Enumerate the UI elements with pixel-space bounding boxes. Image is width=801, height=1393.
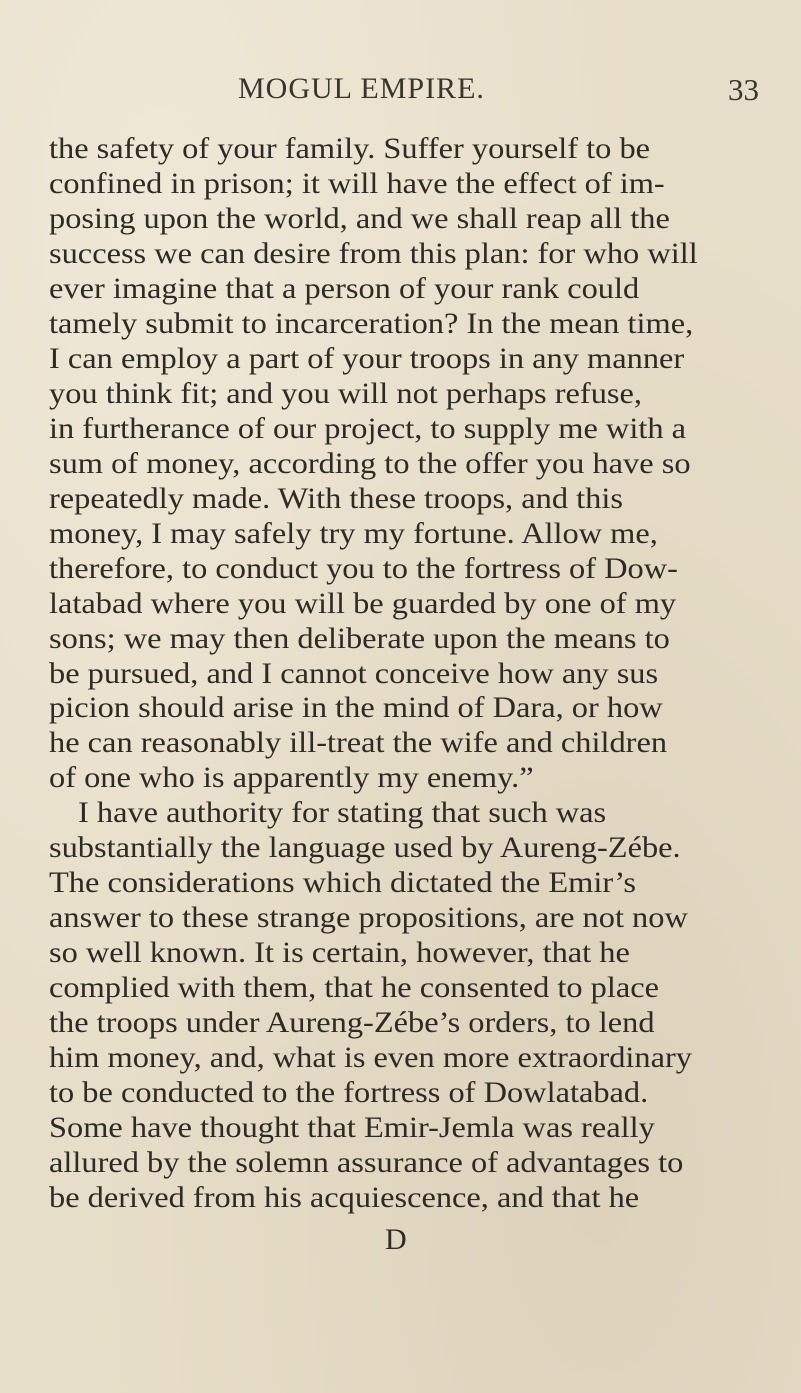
text-line: so well known. It is certain, however, that he xyxy=(49,936,630,970)
text-line: sum of money, according to the offer you have so xyxy=(49,446,691,480)
text-line: I can employ a part of your troops in any manner xyxy=(49,341,685,375)
page-number: 33 xyxy=(728,72,759,107)
text-line: repeatedly made. With these troops, and this xyxy=(49,481,623,515)
text-line: posing upon the world, and we shall reap all the xyxy=(49,201,670,235)
text-line: be derived from his acquiescence, and that he xyxy=(49,1181,640,1215)
text-line: in furtherance of our project, to supply me with a xyxy=(49,411,687,445)
text-line: he can reasonably ill-treat the wife and children xyxy=(49,726,668,760)
text-line: ever imagine that a person of your rank could xyxy=(49,271,640,305)
text-line: therefore, to conduct you to the fortress of Dow- xyxy=(49,551,678,585)
signature-mark: D xyxy=(385,1223,407,1256)
text-line: you think fit; and you will not perhaps refuse, xyxy=(49,376,643,410)
running-head xyxy=(0,72,801,112)
text-line: the troops under Aureng-Zébe’s orders, to lend xyxy=(49,1006,655,1040)
text-line: Some have thought that Emir-Jemla was really xyxy=(49,1111,655,1145)
text-line: latabad where you will be guarded by one of my xyxy=(49,586,677,620)
text-line: be pursued, and I cannot conceive how any sus xyxy=(49,656,659,690)
text-line: answer to these strange propositions, are not now xyxy=(49,901,688,935)
text-line: The considerations which dictated the Emir’s xyxy=(49,866,636,900)
text-line: complied with them, that he consented to place xyxy=(49,971,660,1005)
page-header-title: MOGUL EMPIRE. xyxy=(238,72,485,105)
text-line: of one who is apparently my enemy.” xyxy=(49,761,534,795)
text-line: picion should arise in the mind of Dara, or how xyxy=(49,691,663,725)
text-line: allured by the solemn assurance of advantages to xyxy=(49,1146,684,1180)
text-line: money, I may safely try my fortune. Allow me, xyxy=(49,516,658,550)
text-line: the safety of your family. Suffer yourself to be xyxy=(49,132,651,165)
text-line: I have authority for stating that such was xyxy=(78,796,607,830)
text-line: sons; we may then deliberate upon the means to xyxy=(49,621,670,655)
text-line: tamely submit to incarceration? In the mean time, xyxy=(49,306,694,340)
text-line: confined in prison; it will have the effect of im- xyxy=(49,166,665,200)
text-line: substantially the language used by Aureng-Zébe. xyxy=(49,831,681,865)
text-line: success we can desire from this plan: for who will xyxy=(49,236,698,270)
text-line: to be conducted to the fortress of Dowlatabad. xyxy=(49,1076,649,1110)
text-line: him money, and, what is even more extraordinary xyxy=(49,1041,693,1075)
